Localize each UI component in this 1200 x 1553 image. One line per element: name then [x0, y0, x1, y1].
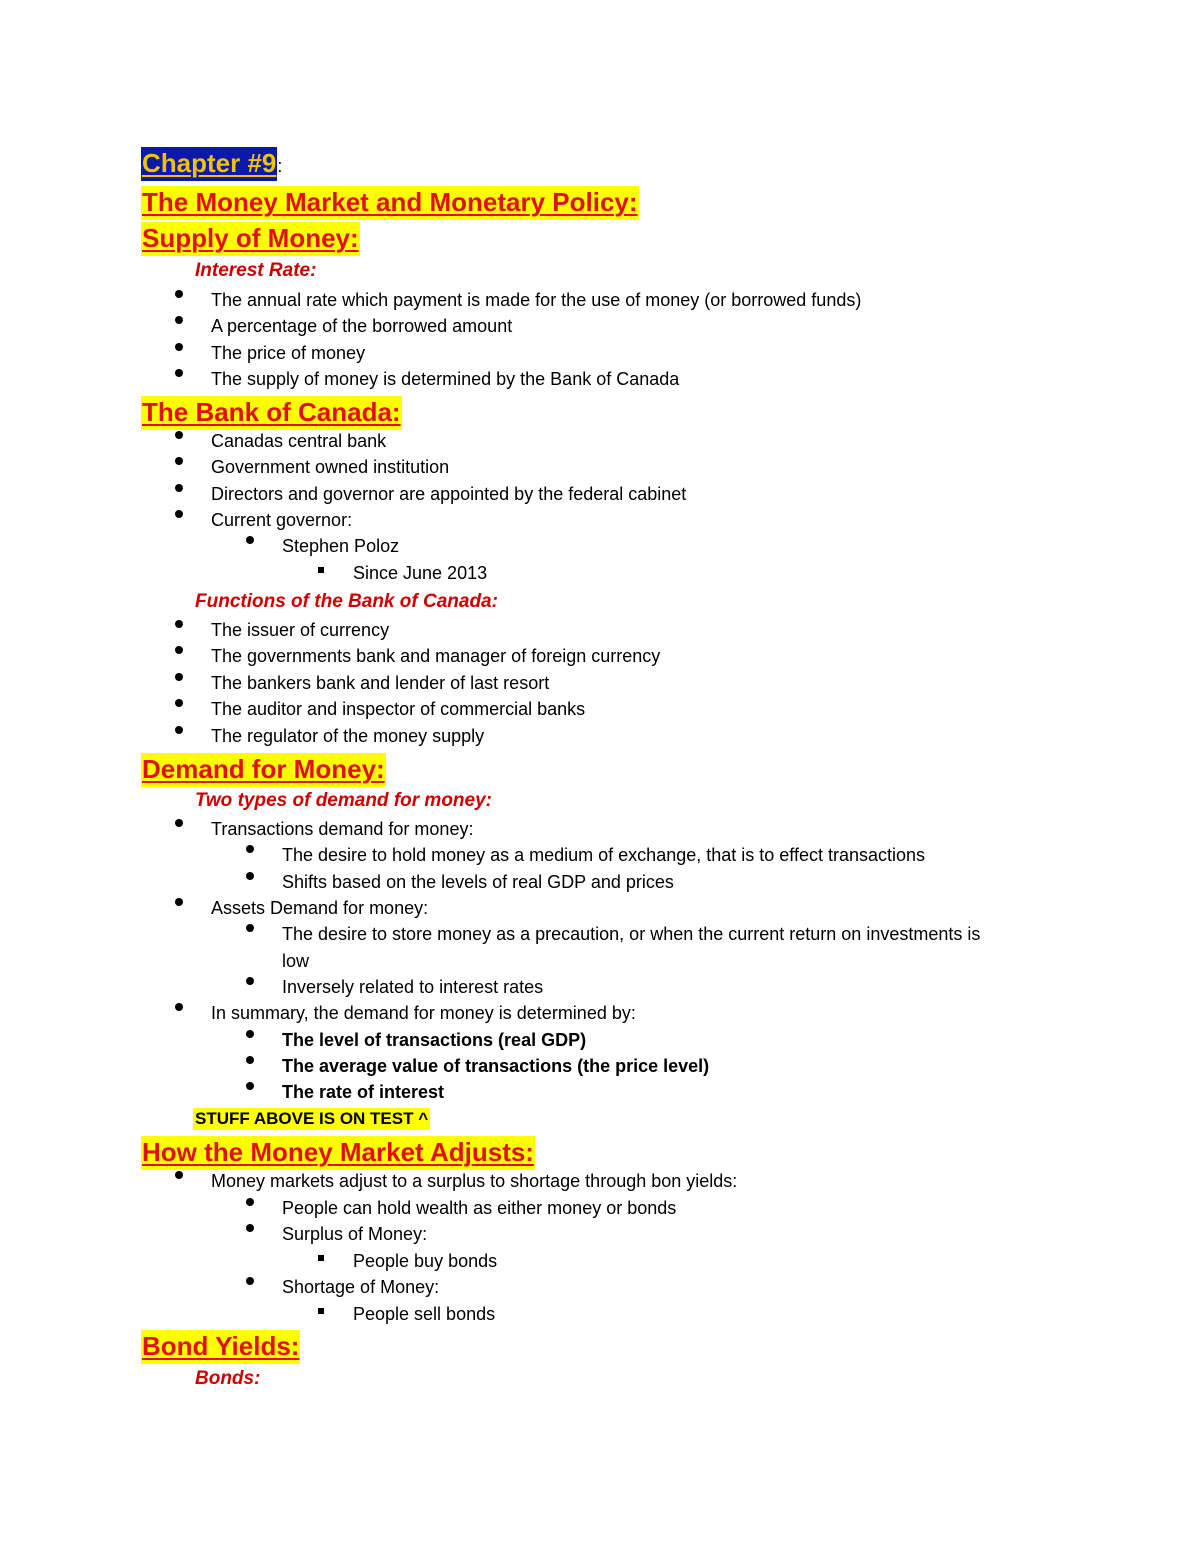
list-item: Shortage of Money:	[282, 1277, 440, 1297]
bullet-icon	[175, 620, 183, 628]
bullet-icon	[175, 726, 183, 734]
bullet-icon	[246, 536, 254, 544]
list-item: Assets Demand for money:	[211, 898, 429, 918]
chapter-heading	[141, 150, 282, 176]
bullet-icon	[246, 1198, 254, 1206]
chapter-label: Chapter #9	[141, 147, 277, 181]
bullet-icon	[246, 1224, 254, 1232]
bullet-icon	[175, 699, 183, 707]
list-item: Money markets adjust to a surplus to shortage through bon yields:	[211, 1171, 738, 1191]
bullet-icon	[246, 845, 254, 853]
bullet-icon	[175, 457, 183, 465]
bank-heading: The Bank of Canada:	[141, 399, 402, 425]
bonds-subheading: Bonds:	[195, 1368, 261, 1389]
bullet-icon	[246, 977, 254, 985]
list-item: A percentage of the borrowed amount	[211, 316, 513, 336]
bullet-icon	[175, 673, 183, 681]
bullet-icon	[246, 1277, 254, 1285]
bullet-icon	[175, 510, 183, 518]
list-item: The price of money	[211, 343, 366, 363]
list-item: People can hold wealth as either money or bonds	[282, 1198, 677, 1218]
list-item: People buy bonds	[353, 1251, 498, 1271]
list-item: The regulator of the money supply	[211, 726, 485, 746]
bullet-icon	[175, 343, 183, 351]
list-item: Since June 2013	[353, 563, 488, 583]
bullet-icon	[246, 1030, 254, 1038]
bullet-icon	[175, 431, 183, 439]
list-item: The level of transactions (real GDP)	[282, 1030, 587, 1050]
bullet-icon	[175, 898, 183, 906]
list-item: The desire to hold money as a medium of exchange, that is to effect transactions	[282, 845, 926, 865]
list-item: Current governor:	[211, 510, 353, 530]
bullet-icon	[175, 484, 183, 492]
list-item: The annual rate which payment is made for the use of money (or borrowed funds)	[211, 290, 862, 310]
bullet-icon	[246, 1056, 254, 1064]
bullet-icon	[175, 819, 183, 827]
bullet-icon	[175, 316, 183, 324]
list-item: Surplus of Money:	[282, 1224, 428, 1244]
list-item: Shifts based on the levels of real GDP and prices	[282, 872, 674, 892]
supply-heading: Supply of Money:	[141, 225, 360, 251]
demand-types-subheading: Two types of demand for money:	[195, 790, 492, 811]
list-item: In summary, the demand for money is determined by:	[211, 1003, 636, 1023]
bullet-icon	[246, 872, 254, 880]
functions-subheading: Functions of the Bank of Canada:	[195, 591, 498, 612]
list-item: The governments bank and manager of foreign currency	[211, 646, 661, 666]
list-item: Directors and governor are appointed by the federal cabinet	[211, 484, 687, 504]
bullet-icon	[175, 1003, 183, 1011]
page-title: The Money Market and Monetary Policy:	[141, 189, 639, 215]
list-item: Stephen Poloz	[282, 536, 400, 556]
bullet-icon	[246, 924, 254, 932]
list-item: Inversely related to interest rates	[282, 977, 544, 997]
list-item: The average value of transactions (the price level)	[282, 1056, 710, 1076]
adjusts-heading: How the Money Market Adjusts:	[141, 1139, 535, 1165]
list-item: Canadas central bank	[211, 431, 387, 451]
list-item-continuation: low	[282, 951, 310, 971]
list-item: Government owned institution	[211, 457, 450, 477]
list-item: The rate of interest	[282, 1082, 445, 1102]
list-item: The desire to store money as a precaution, or when the current return on investments is	[282, 924, 981, 944]
bond-yields-heading: Bond Yields:	[141, 1333, 300, 1359]
interest-rate-subheading: Interest Rate:	[195, 260, 317, 281]
list-item: The auditor and inspector of commercial banks	[211, 699, 586, 719]
bullet-icon	[175, 369, 183, 377]
square-bullet-icon	[318, 567, 324, 573]
list-item: The issuer of currency	[211, 620, 390, 640]
chapter-colon: :	[277, 156, 283, 176]
list-item: The bankers bank and lender of last resort	[211, 673, 550, 693]
list-item: Transactions demand for money:	[211, 819, 474, 839]
square-bullet-icon	[318, 1308, 324, 1314]
list-item: The supply of money is determined by the Bank of Canada	[211, 369, 680, 389]
bullet-icon	[175, 1171, 183, 1179]
demand-heading: Demand for Money:	[141, 756, 386, 782]
bullet-icon	[175, 646, 183, 654]
bullet-icon	[175, 290, 183, 298]
test-note: STUFF ABOVE IS ON TEST ^	[195, 1109, 429, 1128]
square-bullet-icon	[318, 1255, 324, 1261]
bullet-icon	[246, 1082, 254, 1090]
list-item: People sell bonds	[353, 1304, 496, 1324]
